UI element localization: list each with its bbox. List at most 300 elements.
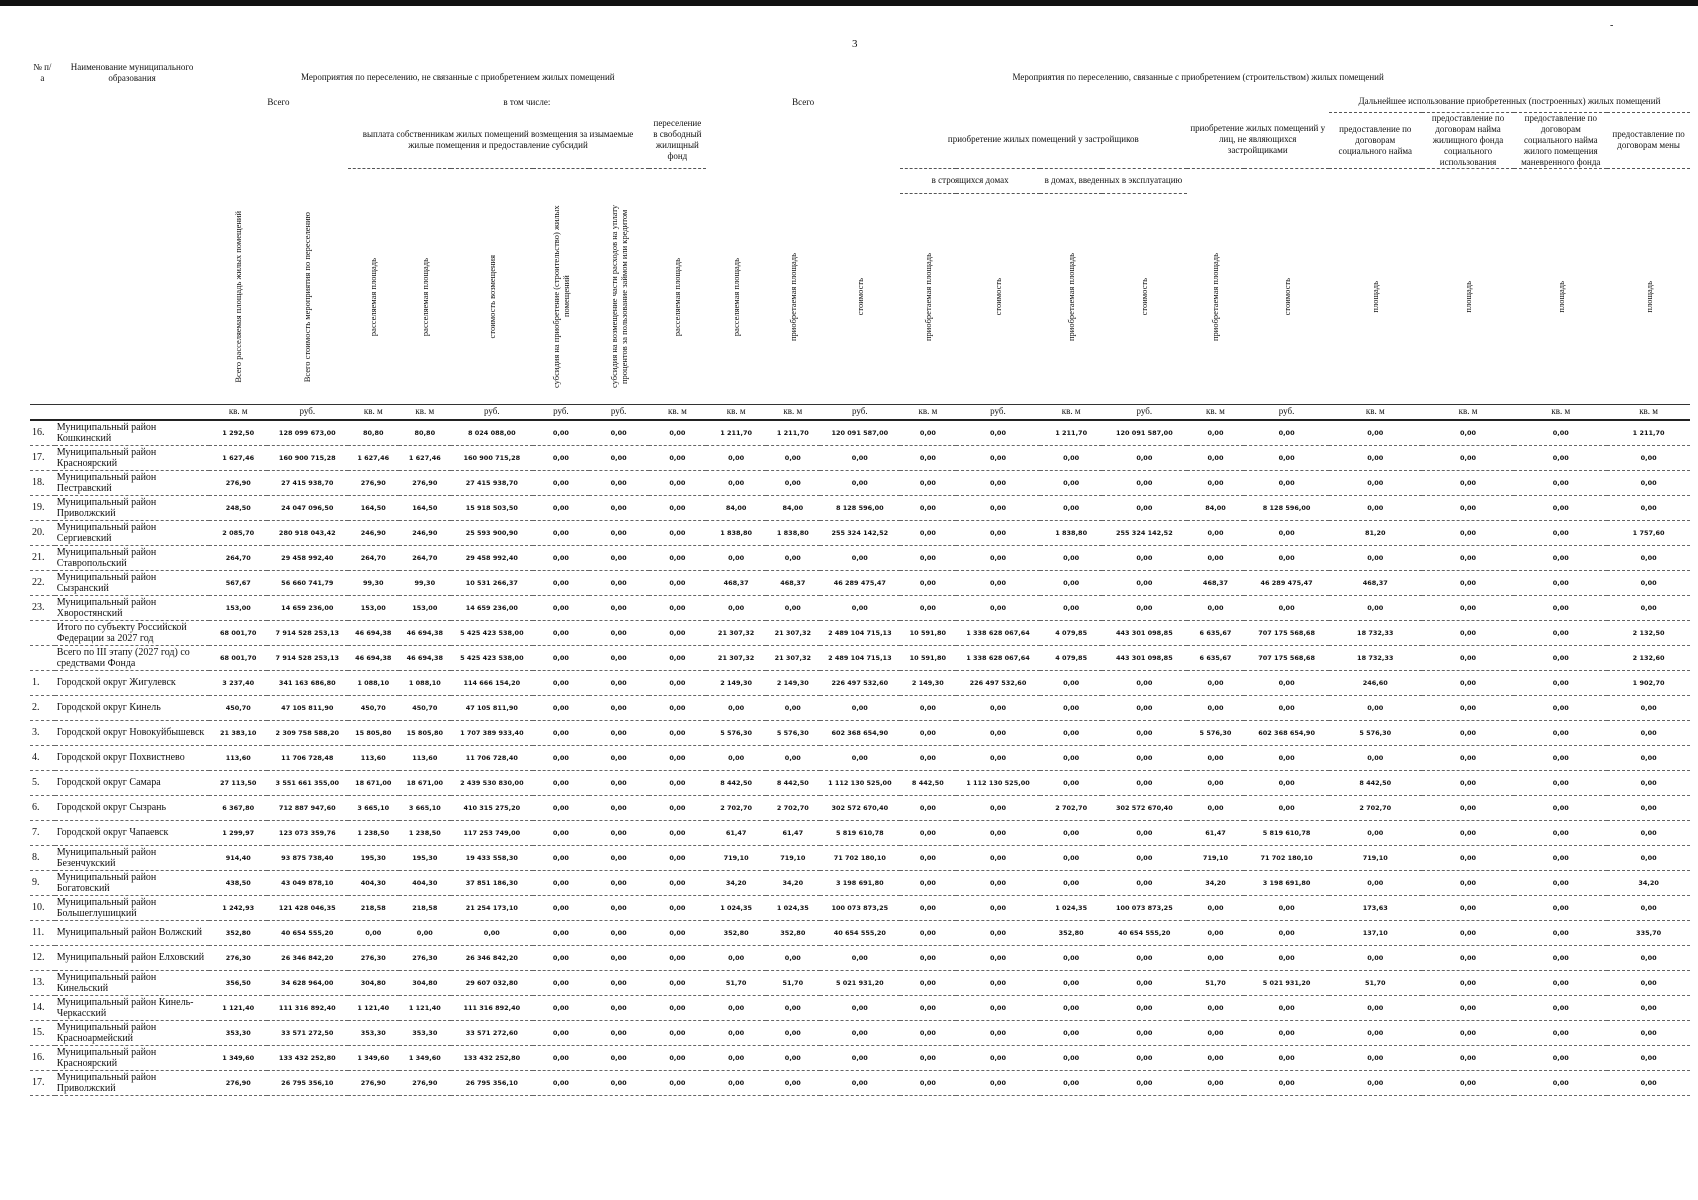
value-cell: 0,00 bbox=[820, 545, 900, 570]
value-cell: 0,00 bbox=[589, 470, 649, 495]
value-cell: 0,00 bbox=[1607, 995, 1690, 1020]
value-cell: 18 732,33 bbox=[1329, 620, 1422, 645]
value-cell: 0,00 bbox=[649, 1045, 707, 1070]
value-cell: 113,60 bbox=[399, 745, 451, 770]
value-cell: 276,30 bbox=[209, 945, 267, 970]
value-cell: 276,90 bbox=[399, 470, 451, 495]
table-row bbox=[30, 995, 1690, 1020]
value-cell: 0,00 bbox=[533, 895, 589, 920]
value-cell: 0,00 bbox=[649, 420, 707, 446]
municipality-name: Муниципальный район Красноярский bbox=[55, 1045, 210, 1070]
value-cell: 4 079,85 bbox=[1040, 620, 1102, 645]
value-cell: 0,00 bbox=[1187, 920, 1245, 945]
value-cell: 0,00 bbox=[956, 845, 1041, 870]
value-cell: 5 819 610,78 bbox=[1244, 820, 1329, 845]
table-row bbox=[30, 695, 1690, 720]
table-row bbox=[30, 495, 1690, 520]
value-cell: 0,00 bbox=[706, 745, 766, 770]
value-cell: 128 099 673,00 bbox=[267, 420, 347, 446]
municipality-name: Муниципальный район Безенчукский bbox=[55, 845, 210, 870]
value-cell: 0,00 bbox=[1102, 695, 1187, 720]
value-cell: 450,70 bbox=[399, 695, 451, 720]
value-cell: 712 887 947,60 bbox=[267, 795, 347, 820]
value-cell: 51,70 bbox=[1329, 970, 1422, 995]
value-cell: 0,00 bbox=[1422, 470, 1515, 495]
value-cell: 0,00 bbox=[1607, 770, 1690, 795]
value-cell: 33 571 272,60 bbox=[451, 1020, 533, 1045]
value-cell: 0,00 bbox=[1102, 545, 1187, 570]
unit-cell: кв. м bbox=[1607, 404, 1690, 420]
value-cell: 341 163 686,80 bbox=[267, 670, 347, 695]
value-cell: 335,70 bbox=[1607, 920, 1690, 945]
value-cell: 0,00 bbox=[956, 445, 1041, 470]
value-cell: 0,00 bbox=[1514, 870, 1607, 895]
value-cell: 8 442,50 bbox=[1329, 770, 1422, 795]
value-cell: 0,00 bbox=[1607, 445, 1690, 470]
value-cell: 0,00 bbox=[533, 795, 589, 820]
value-cell: 353,30 bbox=[209, 1020, 267, 1045]
value-cell: 0,00 bbox=[533, 570, 589, 595]
value-cell: 0,00 bbox=[589, 920, 649, 945]
value-cell: 18 671,00 bbox=[399, 770, 451, 795]
row-number bbox=[30, 620, 55, 645]
value-cell: 0,00 bbox=[1244, 920, 1329, 945]
value-cell: 0,00 bbox=[1607, 795, 1690, 820]
table-row bbox=[30, 545, 1690, 570]
value-cell: 0,00 bbox=[1607, 1020, 1690, 1045]
value-cell: 164,50 bbox=[348, 495, 400, 520]
table-row bbox=[30, 420, 1690, 446]
value-cell: 34,20 bbox=[1607, 870, 1690, 895]
value-cell: 37 851 186,30 bbox=[451, 870, 533, 895]
value-cell: 719,10 bbox=[1187, 845, 1245, 870]
value-cell: 0,00 bbox=[1244, 895, 1329, 920]
value-cell: 0,00 bbox=[589, 1045, 649, 1070]
value-cell: 2 489 104 715,13 bbox=[820, 645, 900, 670]
value-cell: 0,00 bbox=[533, 420, 589, 446]
value-cell: 1 024,35 bbox=[766, 895, 820, 920]
value-cell: 0,00 bbox=[1422, 620, 1515, 645]
value-cell: 4 079,85 bbox=[1040, 645, 1102, 670]
value-cell: 0,00 bbox=[956, 495, 1041, 520]
value-cell: 0,00 bbox=[1244, 945, 1329, 970]
value-cell: 0,00 bbox=[900, 695, 956, 720]
value-cell: 0,00 bbox=[1040, 845, 1102, 870]
value-cell: 255 324 142,52 bbox=[1102, 520, 1187, 545]
value-cell: 15 918 503,50 bbox=[451, 495, 533, 520]
value-cell: 1 238,50 bbox=[399, 820, 451, 845]
value-cell: 0,00 bbox=[1244, 795, 1329, 820]
value-cell: 0,00 bbox=[900, 845, 956, 870]
value-cell: 352,80 bbox=[1040, 920, 1102, 945]
value-cell: 0,00 bbox=[820, 1020, 900, 1045]
value-cell: 0,00 bbox=[1244, 545, 1329, 570]
table-row bbox=[30, 745, 1690, 770]
value-cell: 51,70 bbox=[706, 970, 766, 995]
value-cell: 100 073 873,25 bbox=[1102, 895, 1187, 920]
value-cell: 0,00 bbox=[589, 970, 649, 995]
value-cell: 0,00 bbox=[348, 920, 400, 945]
value-cell: 133 432 252,80 bbox=[267, 1045, 347, 1070]
value-cell: 68 001,70 bbox=[209, 645, 267, 670]
value-cell: 719,10 bbox=[1329, 845, 1422, 870]
value-cell: 0,00 bbox=[900, 520, 956, 545]
col-use2-area: площадь bbox=[1463, 280, 1474, 313]
row-number: 22. bbox=[30, 570, 55, 595]
unit-cell: кв. м bbox=[1329, 404, 1422, 420]
value-cell: 1 299,97 bbox=[209, 820, 267, 845]
value-cell: 137,10 bbox=[1329, 920, 1422, 945]
value-cell: 34,20 bbox=[706, 870, 766, 895]
value-cell: 0,00 bbox=[589, 820, 649, 845]
value-cell: 2 085,70 bbox=[209, 520, 267, 545]
value-cell: 21 307,32 bbox=[766, 645, 820, 670]
value-cell: 0,00 bbox=[1422, 920, 1515, 945]
value-cell: 2 439 530 830,00 bbox=[451, 770, 533, 795]
row-number: 5. bbox=[30, 770, 55, 795]
value-cell: 443 301 098,85 bbox=[1102, 645, 1187, 670]
value-cell: 0,00 bbox=[956, 420, 1041, 446]
row-number: 4. bbox=[30, 745, 55, 770]
row-number: 16. bbox=[30, 1045, 55, 1070]
value-cell: 468,37 bbox=[706, 570, 766, 595]
value-cell: 3 551 661 355,00 bbox=[267, 770, 347, 795]
municipality-name: Муниципальный район Приволжский bbox=[55, 1070, 210, 1095]
value-cell: 0,00 bbox=[589, 795, 649, 820]
value-cell: 0,00 bbox=[1514, 645, 1607, 670]
value-cell: 0,00 bbox=[649, 545, 707, 570]
value-cell: 0,00 bbox=[1329, 945, 1422, 970]
value-cell: 0,00 bbox=[1514, 1045, 1607, 1070]
buy-nondeveloper-header: приобретение жилых помещений у лиц, не являющихся застройщиками bbox=[1187, 112, 1329, 168]
value-cell: 195,30 bbox=[348, 845, 400, 870]
value-cell: 468,37 bbox=[1329, 570, 1422, 595]
value-cell: 0,00 bbox=[1607, 595, 1690, 620]
table-row bbox=[30, 520, 1690, 545]
col-is-cost: стоимость bbox=[1139, 278, 1150, 316]
unit-cell: руб. bbox=[820, 404, 900, 420]
value-cell: 0,00 bbox=[589, 645, 649, 670]
value-cell: 0,00 bbox=[1607, 495, 1690, 520]
buy-developer-header: приобретение жилых помещений у застройщиков bbox=[900, 112, 1187, 168]
table-row bbox=[30, 870, 1690, 895]
value-cell: 0,00 bbox=[649, 570, 707, 595]
value-cell: 18 671,00 bbox=[348, 770, 400, 795]
value-cell: 0,00 bbox=[589, 495, 649, 520]
use-exchange-header: предоставление по договорам мены bbox=[1607, 112, 1690, 168]
col-use4-area: площадь bbox=[1643, 280, 1654, 313]
value-cell: 0,00 bbox=[900, 720, 956, 745]
unit-cell: руб. bbox=[267, 404, 347, 420]
value-cell: 5 819 610,78 bbox=[820, 820, 900, 845]
value-cell: 0,00 bbox=[900, 1020, 956, 1045]
value-cell: 0,00 bbox=[1102, 1020, 1187, 1045]
value-cell: 6 635,67 bbox=[1187, 645, 1245, 670]
value-cell: 276,30 bbox=[348, 945, 400, 970]
value-cell: 0,00 bbox=[533, 470, 589, 495]
value-cell: 1 121,40 bbox=[348, 995, 400, 1020]
value-cell: 0,00 bbox=[1514, 720, 1607, 745]
value-cell: 0,00 bbox=[1514, 470, 1607, 495]
value-cell: 93 875 738,40 bbox=[267, 845, 347, 870]
value-cell: 0,00 bbox=[1422, 495, 1515, 520]
value-cell: 719,10 bbox=[706, 845, 766, 870]
value-cell: 71 702 180,10 bbox=[820, 845, 900, 870]
value-cell: 1 707 389 933,40 bbox=[451, 720, 533, 745]
value-cell: 0,00 bbox=[533, 1045, 589, 1070]
col-res-area-2: расселяемая площадь bbox=[419, 257, 430, 336]
col-area-total: Всего расселяемая площадь жилых помещений bbox=[233, 210, 244, 383]
value-cell: 0,00 bbox=[533, 445, 589, 470]
value-cell: 84,00 bbox=[706, 495, 766, 520]
value-cell: 1 238,50 bbox=[348, 820, 400, 845]
value-cell: 14 659 236,00 bbox=[451, 595, 533, 620]
value-cell: 81,20 bbox=[1329, 520, 1422, 545]
value-cell: 2 309 758 588,20 bbox=[267, 720, 347, 745]
value-cell: 0,00 bbox=[1514, 1020, 1607, 1045]
value-cell: 1 627,46 bbox=[399, 445, 451, 470]
value-cell: 0,00 bbox=[900, 445, 956, 470]
value-cell: 0,00 bbox=[766, 445, 820, 470]
value-cell: 21 254 173,10 bbox=[451, 895, 533, 920]
value-cell: 26 795 356,10 bbox=[451, 1070, 533, 1095]
value-cell: 0,00 bbox=[649, 770, 707, 795]
value-cell: 111 316 892,40 bbox=[267, 995, 347, 1020]
value-cell: 0,00 bbox=[533, 970, 589, 995]
col-cost-total: Всего стоимость мероприятия по переселению bbox=[302, 211, 313, 382]
value-cell: 302 572 670,40 bbox=[1102, 795, 1187, 820]
value-cell: 0,00 bbox=[649, 795, 707, 820]
unit-cell: кв. м bbox=[1187, 404, 1245, 420]
value-cell: 11 706 728,48 bbox=[267, 745, 347, 770]
unit-cell: руб. bbox=[1244, 404, 1329, 420]
value-cell: 0,00 bbox=[706, 545, 766, 570]
value-cell: 0,00 bbox=[533, 845, 589, 870]
value-cell: 0,00 bbox=[1102, 1045, 1187, 1070]
row-number: 9. bbox=[30, 870, 55, 895]
value-cell: 276,90 bbox=[348, 470, 400, 495]
value-cell: 21 307,32 bbox=[706, 620, 766, 645]
value-cell: 0,00 bbox=[589, 720, 649, 745]
value-cell: 0,00 bbox=[1187, 420, 1245, 446]
value-cell: 2 132,60 bbox=[1607, 645, 1690, 670]
value-cell: 3 198 691,80 bbox=[820, 870, 900, 895]
value-cell: 0,00 bbox=[649, 470, 707, 495]
value-cell: 2 489 104 715,13 bbox=[820, 620, 900, 645]
value-cell: 0,00 bbox=[900, 945, 956, 970]
value-cell: 21 307,32 bbox=[706, 645, 766, 670]
value-cell: 0,00 bbox=[706, 995, 766, 1020]
table-row bbox=[30, 1070, 1690, 1095]
value-cell: 0,00 bbox=[820, 445, 900, 470]
row-number: 7. bbox=[30, 820, 55, 845]
value-cell: 164,50 bbox=[399, 495, 451, 520]
value-cell: 24 047 096,50 bbox=[267, 495, 347, 520]
value-cell: 246,90 bbox=[399, 520, 451, 545]
value-cell: 0,00 bbox=[1040, 1070, 1102, 1095]
value-cell: 1 088,10 bbox=[348, 670, 400, 695]
value-cell: 0,00 bbox=[1102, 595, 1187, 620]
value-cell: 0,00 bbox=[1329, 445, 1422, 470]
value-cell: 0,00 bbox=[706, 695, 766, 720]
row-number: 17. bbox=[30, 1070, 55, 1095]
table-row bbox=[30, 470, 1690, 495]
municipality-name: Городской округ Самара bbox=[55, 770, 210, 795]
value-cell: 0,00 bbox=[1244, 520, 1329, 545]
col-uc-area: приобретаемая площадь bbox=[922, 253, 933, 341]
table-row bbox=[30, 795, 1690, 820]
unit-cell: руб. bbox=[956, 404, 1041, 420]
value-cell: 0,00 bbox=[1422, 670, 1515, 695]
value-cell: 1 211,70 bbox=[766, 420, 820, 446]
value-cell: 0,00 bbox=[589, 870, 649, 895]
municipality-name: Муниципальный район Красноярский bbox=[55, 445, 210, 470]
value-cell: 1 338 628 067,64 bbox=[956, 645, 1041, 670]
col-free-area: расселяемая площадь bbox=[672, 257, 683, 336]
under-construction-header: в строящихся домах bbox=[900, 168, 1040, 193]
value-cell: 2 149,30 bbox=[706, 670, 766, 695]
value-cell: 121 428 046,35 bbox=[267, 895, 347, 920]
page-number: 3 bbox=[852, 38, 858, 50]
municipality-name: Муниципальный район Хворостянский bbox=[55, 595, 210, 620]
municipality-name: Всего по III этапу (2027 год) со средствами Фонда bbox=[55, 645, 210, 670]
value-cell: 0,00 bbox=[1187, 945, 1245, 970]
value-cell: 0,00 bbox=[649, 645, 707, 670]
value-cell: 0,00 bbox=[1187, 670, 1245, 695]
value-cell: 0,00 bbox=[1040, 945, 1102, 970]
value-cell: 0,00 bbox=[900, 470, 956, 495]
value-cell: 0,00 bbox=[1329, 470, 1422, 495]
value-cell: 0,00 bbox=[1040, 1045, 1102, 1070]
row-number: 11. bbox=[30, 920, 55, 945]
value-cell: 47 105 811,90 bbox=[451, 695, 533, 720]
value-cell: 0,00 bbox=[1102, 870, 1187, 895]
value-cell: 0,00 bbox=[1329, 1020, 1422, 1045]
value-cell: 1 112 130 525,00 bbox=[956, 770, 1041, 795]
value-cell: 0,00 bbox=[649, 595, 707, 620]
value-cell: 3 198 691,80 bbox=[1244, 870, 1329, 895]
value-cell: 0,00 bbox=[900, 1070, 956, 1095]
value-cell: 0,00 bbox=[1607, 820, 1690, 845]
value-cell: 46 694,38 bbox=[348, 620, 400, 645]
value-cell: 0,00 bbox=[1244, 1045, 1329, 1070]
value-cell: 0,00 bbox=[1040, 695, 1102, 720]
value-cell: 0,00 bbox=[589, 670, 649, 695]
row-number bbox=[30, 645, 55, 670]
value-cell: 0,00 bbox=[1040, 870, 1102, 895]
value-cell: 26 795 356,10 bbox=[267, 1070, 347, 1095]
value-cell: 6 367,80 bbox=[209, 795, 267, 820]
value-cell: 1 088,10 bbox=[399, 670, 451, 695]
value-cell: 0,00 bbox=[706, 470, 766, 495]
value-cell: 0,00 bbox=[1187, 745, 1245, 770]
value-cell: 27 415 938,70 bbox=[267, 470, 347, 495]
value-cell: 0,00 bbox=[766, 995, 820, 1020]
table-row bbox=[30, 920, 1690, 945]
value-cell: 117 253 749,00 bbox=[451, 820, 533, 845]
page-top-border bbox=[0, 0, 1698, 6]
value-cell: 0,00 bbox=[1422, 970, 1515, 995]
value-cell: 0,00 bbox=[649, 820, 707, 845]
value-cell: 404,30 bbox=[348, 870, 400, 895]
value-cell: 1 627,46 bbox=[348, 445, 400, 470]
resettlement-table bbox=[30, 62, 1690, 1096]
value-cell: 276,90 bbox=[399, 1070, 451, 1095]
value-cell: 0,00 bbox=[900, 920, 956, 945]
value-cell: 264,70 bbox=[209, 545, 267, 570]
value-cell: 0,00 bbox=[1422, 1045, 1515, 1070]
value-cell: 0,00 bbox=[956, 695, 1041, 720]
value-cell: 0,00 bbox=[533, 670, 589, 695]
value-cell: 226 497 532,60 bbox=[956, 670, 1041, 695]
col-b-cost: стоимость bbox=[854, 278, 865, 316]
value-cell: 0,00 bbox=[1607, 745, 1690, 770]
row-number: 18. bbox=[30, 470, 55, 495]
value-cell: 0,00 bbox=[1187, 1020, 1245, 1045]
municipality-name: Городской округ Похвистнево bbox=[55, 745, 210, 770]
value-cell: 304,80 bbox=[399, 970, 451, 995]
value-cell: 46 694,38 bbox=[399, 645, 451, 670]
value-cell: 0,00 bbox=[649, 695, 707, 720]
unit-cell: кв. м bbox=[399, 404, 451, 420]
value-cell: 0,00 bbox=[900, 870, 956, 895]
value-cell: 0,00 bbox=[589, 1020, 649, 1045]
value-cell: 0,00 bbox=[900, 995, 956, 1020]
value-cell: 3 237,40 bbox=[209, 670, 267, 695]
municipality-name: Муниципальный район Кинельский bbox=[55, 970, 210, 995]
value-cell: 0,00 bbox=[1607, 895, 1690, 920]
value-cell: 34,20 bbox=[1187, 870, 1245, 895]
value-cell: 0,00 bbox=[1329, 820, 1422, 845]
payout-header: выплата собственникам жилых помещений возмещения за изымаемые жилые помещения и предоставление субсидий bbox=[348, 112, 649, 168]
value-cell: 0,00 bbox=[533, 870, 589, 895]
value-cell: 0,00 bbox=[1102, 445, 1187, 470]
value-cell: 0,00 bbox=[1187, 520, 1245, 545]
value-cell: 46 289 475,47 bbox=[820, 570, 900, 595]
value-cell: 0,00 bbox=[900, 545, 956, 570]
value-cell: 0,00 bbox=[533, 945, 589, 970]
value-cell: 8 128 596,00 bbox=[820, 495, 900, 520]
col-is-area: приобретаемая площадь bbox=[1066, 253, 1077, 341]
value-cell: 246,90 bbox=[348, 520, 400, 545]
value-cell: 0,00 bbox=[533, 1020, 589, 1045]
value-cell: 0,00 bbox=[533, 1070, 589, 1095]
value-cell: 1 211,70 bbox=[1040, 420, 1102, 446]
table-row bbox=[30, 595, 1690, 620]
value-cell: 0,00 bbox=[533, 645, 589, 670]
incl-label: в том числе: bbox=[503, 96, 551, 107]
value-cell: 719,10 bbox=[766, 845, 820, 870]
row-number: 10. bbox=[30, 895, 55, 920]
row-number: 19. bbox=[30, 495, 55, 520]
value-cell: 0,00 bbox=[706, 1070, 766, 1095]
value-cell: 0,00 bbox=[956, 795, 1041, 820]
value-cell: 153,00 bbox=[209, 595, 267, 620]
value-cell: 0,00 bbox=[1514, 495, 1607, 520]
value-cell: 353,30 bbox=[348, 1020, 400, 1045]
municipality-name: Городской округ Кинель bbox=[55, 695, 210, 720]
value-cell: 0,00 bbox=[956, 995, 1041, 1020]
value-cell: 8 442,50 bbox=[900, 770, 956, 795]
value-cell: 1 112 130 525,00 bbox=[820, 770, 900, 795]
value-cell: 153,00 bbox=[348, 595, 400, 620]
value-cell: 0,00 bbox=[1040, 1020, 1102, 1045]
value-cell: 0,00 bbox=[1040, 720, 1102, 745]
value-cell: 352,80 bbox=[706, 920, 766, 945]
value-cell: 2 702,70 bbox=[706, 795, 766, 820]
value-cell: 0,00 bbox=[956, 545, 1041, 570]
value-cell: 0,00 bbox=[1102, 945, 1187, 970]
